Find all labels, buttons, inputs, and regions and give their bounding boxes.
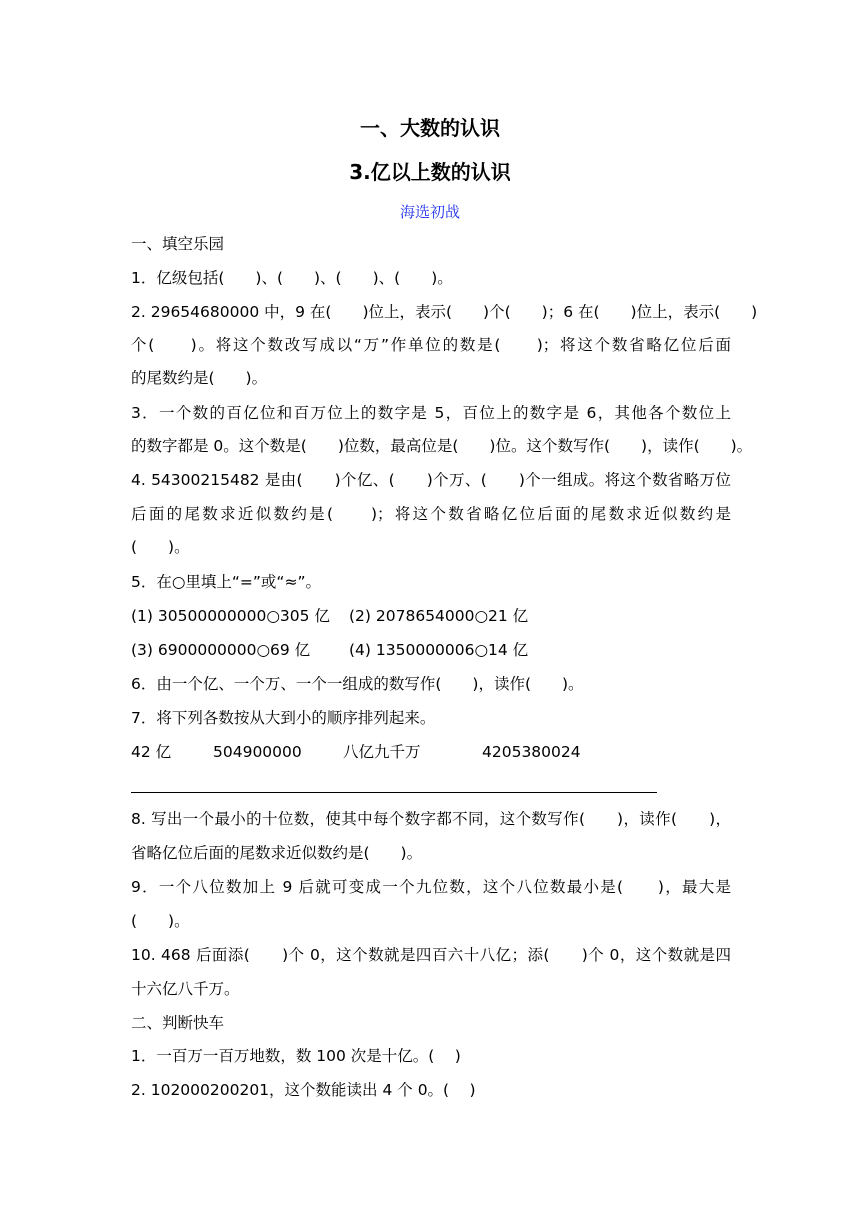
question-3-line-1: 3．一个数的百亿位和百万位上的数字是 5，百位上的数字是 6，其他各个数位上 — [131, 404, 731, 422]
question-6: 6．由一个亿、一个万、一个一组成的数写作( )，读作( )。 — [131, 675, 584, 693]
question-4-line-1: 4. 54300215482 是由( )个亿、( )个万、( )个一组成。将这个数省略万位 — [131, 471, 731, 489]
judge-question-2: 2. 102000200201，这个数能读出 4 个 0。( ) — [131, 1081, 476, 1099]
question-7-item-2: 504900000 — [213, 743, 302, 761]
question-8-line-1: 8. 写出一个最小的十位数，使其中每个数字都不同，这个数写作( )，读作( )， — [131, 810, 731, 828]
question-4-line-2: 后面的尾数求近似数约是( )；将这个数省略亿位后面的尾数求近似数约是 — [131, 505, 731, 523]
question-5-item-3: (3) 6900000000○69 亿 — [131, 641, 311, 659]
question-5-item-2: (2) 2078654000○21 亿 — [349, 607, 529, 625]
question-9-line-2: ( )。 — [131, 912, 190, 930]
unit-title: 一、大数的认识 — [360, 116, 500, 140]
question-3-line-2: 的数字都是 0。这个数是( )位数，最高位是( )位。这个数写作( )，读作( )。 — [131, 437, 753, 455]
question-1: 1．亿级包括( )、( )、( )、( )。 — [131, 269, 453, 287]
question-7-item-4: 4205380024 — [482, 743, 581, 761]
question-9-line-1: 9．一个八位数加上 9 后就可变成一个九位数，这个八位数最小是( )，最大是 — [131, 878, 731, 896]
answer-line — [131, 792, 657, 793]
question-7: 7．将下列各数按从大到小的顺序排列起来。 — [131, 709, 436, 727]
lesson-title: 3.亿以上数的认识 — [349, 160, 511, 184]
question-8-line-2: 省略亿位后面的尾数求近似数约是( )。 — [131, 844, 423, 862]
section-subtitle: 海选初战 — [399, 203, 460, 221]
question-2-line-3: 的尾数约是( )。 — [131, 369, 268, 387]
section-heading-true-false: 二、判断快车 — [131, 1014, 225, 1032]
question-5: 5．在○里填上“=”或“≈”。 — [131, 573, 321, 591]
question-10-line-2: 十六亿八千万。 — [131, 980, 240, 998]
question-5-item-1: (1) 30500000000○305 亿 — [131, 607, 330, 625]
question-10-line-1: 10. 468 后面添( )个 0，这个数就是四百六十八亿；添( )个 0，这个数就是四 — [131, 946, 731, 964]
judge-question-1: 1．一百万一百万地数，数 100 次是十亿。( ) — [131, 1047, 461, 1065]
question-2-line-1: 2. 29654680000 中，9 在( )位上，表示( )个( )；6 在( )位上，表示( ) — [131, 303, 758, 321]
question-4-line-3: ( )。 — [131, 538, 190, 556]
question-7-item-3: 八亿九千万 — [343, 743, 421, 761]
section-heading-fill-in: 一、填空乐园 — [131, 235, 225, 253]
question-2-line-2: 个( )。将这个数改写成以“万”作单位的数是( )；将这个数省略亿位后面 — [131, 336, 731, 354]
question-7-item-1: 42 亿 — [131, 743, 172, 761]
question-5-item-4: (4) 1350000006○14 亿 — [349, 641, 529, 659]
